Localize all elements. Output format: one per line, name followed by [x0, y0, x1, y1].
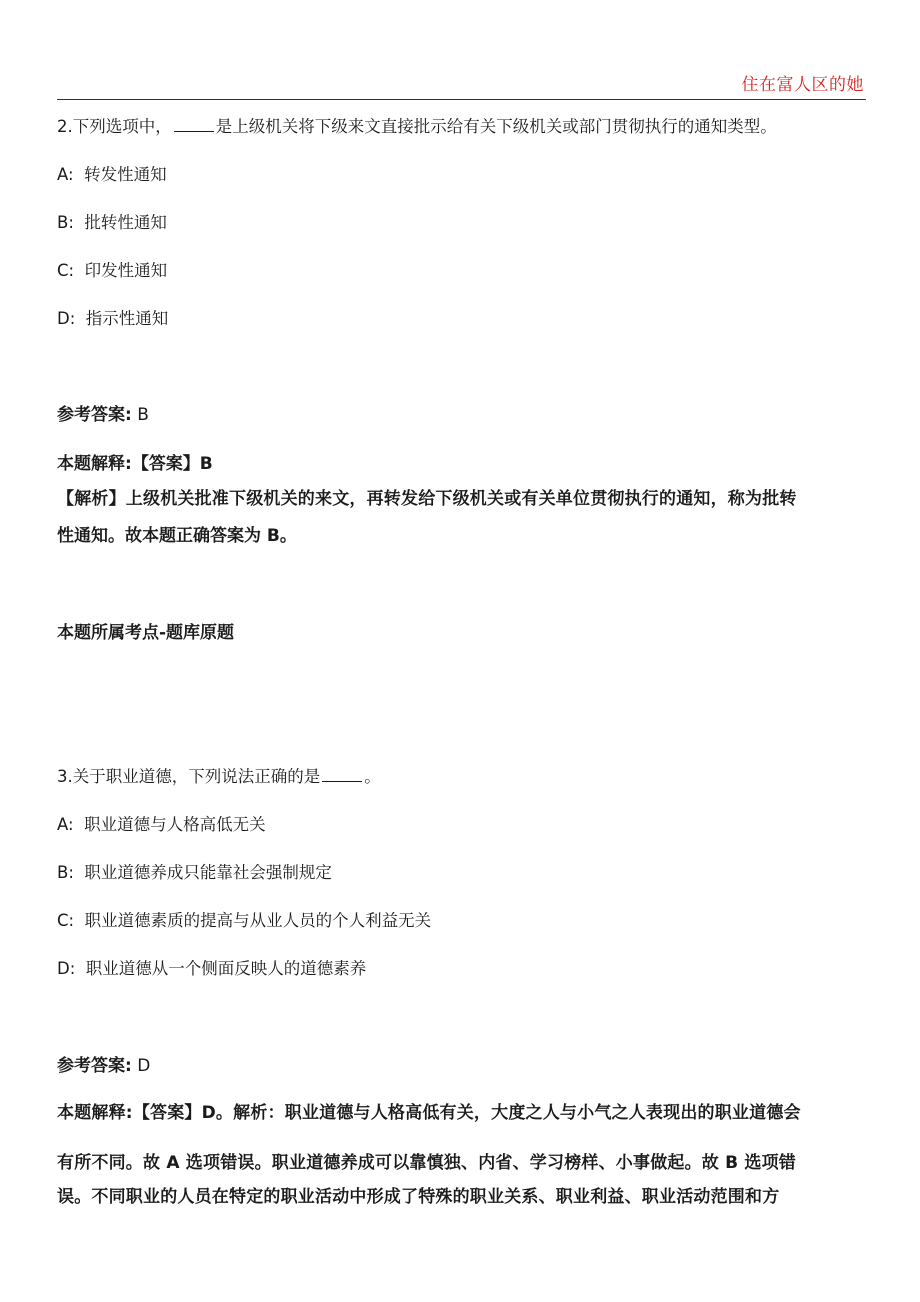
- q3-explanation-line-1: [57, 1102, 801, 1124]
- q3-stem: [57, 766, 381, 788]
- q3-explanation-line-2: 有所不同。故 A 选项错误。职业道德养成可以靠慎独、内省、学习榜样、小事做起。故 B 选项错: [57, 1153, 796, 1173]
- q2-blank: [174, 117, 214, 132]
- q2-explanation-line-2: 性通知。故本题正确答案为 B。: [57, 526, 297, 546]
- q3-option-text: 职业道德素质的提高与从业人员的个人利益无关: [84, 911, 432, 930]
- q3-option-b[interactable]: [57, 862, 332, 884]
- q3-option-letter: D:: [57, 959, 76, 978]
- q3-answer: [57, 1055, 150, 1077]
- header-divider: [57, 99, 866, 100]
- q3-option-letter: B:: [57, 863, 74, 882]
- q2-option-c[interactable]: [57, 260, 167, 282]
- q2-stem-before: 2.下列选项中，: [57, 117, 172, 136]
- q3-explain-label: 本题解释:: [57, 1103, 133, 1123]
- q3-answer-label: 参考答案:: [57, 1056, 132, 1076]
- q2-option-d[interactable]: [57, 308, 168, 330]
- q2-answer: [57, 404, 149, 426]
- q2-option-text: 印发性通知: [84, 261, 168, 280]
- q3-explain-text-1: 【答案】D。解析：职业道德与人格高低有关，大度之人与小气之人表现出的职业道德会: [132, 1103, 801, 1123]
- q2-explanation-line-1: 【解析】上级机关批准下级机关的来文，再转发给下级机关或有关单位贯彻执行的通知，称为批转: [57, 489, 797, 509]
- q3-blank: [322, 767, 362, 782]
- q3-option-letter: C:: [57, 911, 75, 930]
- q2-option-letter: B:: [57, 213, 74, 232]
- q3-stem-after: 。: [364, 767, 381, 786]
- q2-answer-label: 参考答案:: [57, 405, 132, 425]
- q2-stem-after: 是上级机关将下级来文直接批示给有关下级机关或部门贯彻执行的通知类型。: [215, 117, 777, 136]
- q3-option-text: 职业道德与人格高低无关: [84, 815, 266, 834]
- q2-option-letter: D:: [57, 309, 76, 328]
- q3-stem-before: 3.关于职业道德，下列说法正确的是: [57, 767, 321, 786]
- q3-answer-value: D: [137, 1056, 151, 1076]
- q2-option-a[interactable]: [57, 164, 167, 186]
- q2-option-b[interactable]: [57, 212, 167, 234]
- q3-option-d[interactable]: [57, 958, 366, 980]
- q3-explanation-line-3: 误。不同职业的人员在特定的职业活动中形成了特殊的职业关系、职业利益、职业活动范围和方: [57, 1187, 780, 1207]
- q2-explain-label: 本题解释:: [57, 454, 132, 474]
- q2-option-text: 转发性通知: [84, 165, 167, 184]
- q3-option-letter: A:: [57, 815, 74, 834]
- q2-answer-value: B: [137, 405, 149, 425]
- q2-knowledge-point: 本题所属考点-题库原题: [57, 623, 235, 643]
- q3-option-text: 职业道德从一个侧面反映人的道德素养: [85, 959, 367, 978]
- header-brand: 住在富人区的她: [741, 75, 864, 95]
- q2-explanation-head: [57, 453, 213, 475]
- q3-option-text: 职业道德养成只能靠社会强制规定: [84, 863, 332, 882]
- q3-option-c[interactable]: [57, 910, 431, 932]
- q2-option-letter: A:: [57, 165, 74, 184]
- q2-option-text: 指示性通知: [85, 309, 169, 328]
- q2-explain-head: 【答案】B: [131, 454, 213, 474]
- q3-option-a[interactable]: [57, 814, 266, 836]
- q2-option-letter: C:: [57, 261, 75, 280]
- q2-option-text: 批转性通知: [84, 213, 167, 232]
- q2-stem: [57, 116, 777, 138]
